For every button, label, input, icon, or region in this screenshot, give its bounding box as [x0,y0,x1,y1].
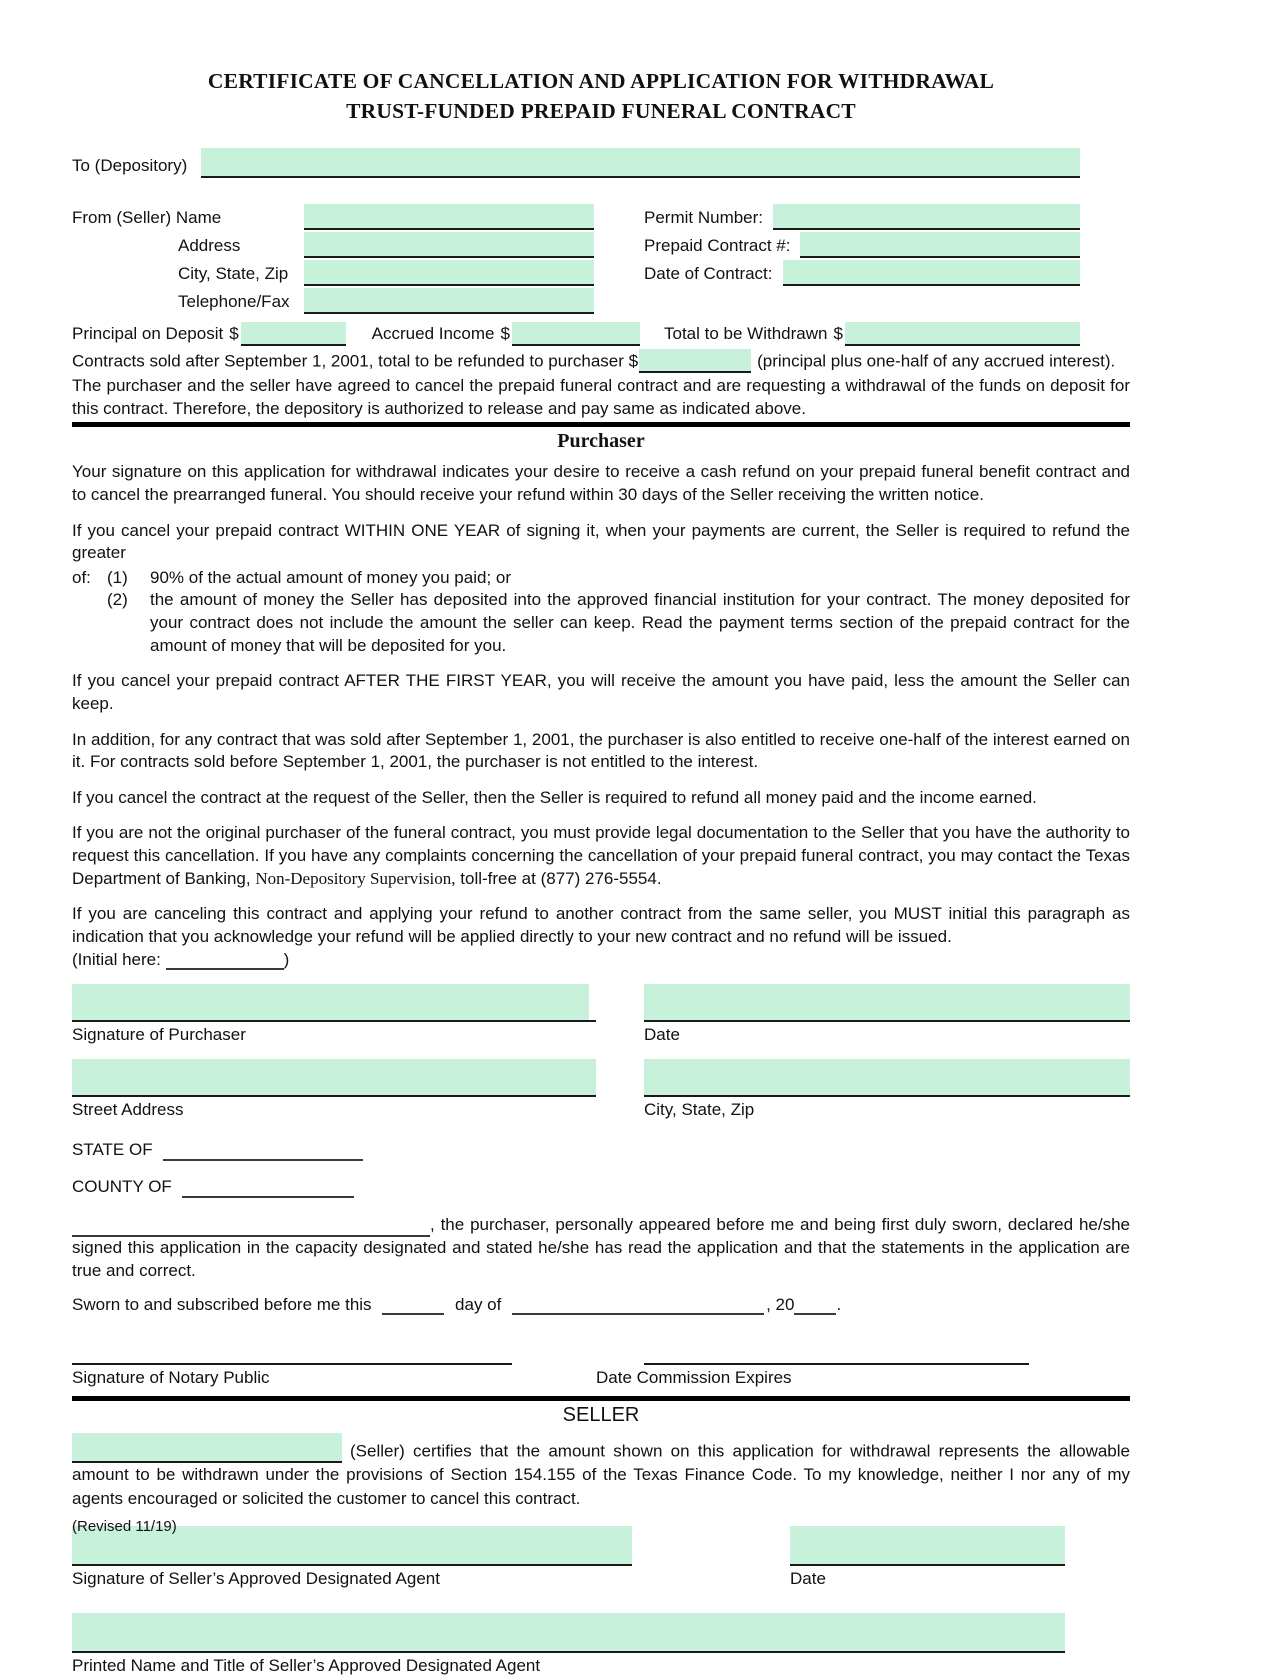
purchaser-paragraph-1: Your signature on this application for withdrawal indicates your desire to receive a cash refund on your prepaid funeral benefit contract and to cancel the prearranged funeral. You should receive your refund within 30 days of the Seller receiving the written notice. [72,462,1130,505]
complaints-text-post: toll-free at (877) 276-5554. [455,868,662,888]
street-column [72,1059,596,1097]
state-of-line [72,1140,1130,1161]
prepaid-contract-number-field[interactable] [800,232,1080,258]
spacer [72,589,107,657]
notary-signature-line[interactable] [72,1355,512,1365]
date-column [644,984,1130,1022]
sworn-year-blank[interactable] [794,1298,836,1315]
signature-of-notary-label: Signature of Notary Public [72,1368,270,1388]
citystate-column [644,1059,1130,1097]
purchaser-name-blank[interactable] [72,1220,430,1237]
principal-field[interactable] [241,322,346,346]
agent-signature-label: Signature of Seller’s Approved Designated Agent [72,1569,440,1589]
purchaser-address-labels [72,1097,1130,1134]
seller-name-field[interactable] [304,204,594,230]
principal-dollar-sign: $ [229,324,239,344]
street-address-label: Street Address [72,1100,184,1120]
complaints-text-pre: If you are not the original purchaser of the funeral contract, you must provide legal documentation to the Seller that you have the authority to request this cancellation. If you have any complaints concerning the cancellation of your prepaid funeral contract, you may contact the Texas Department of Banking, [72,823,1130,888]
purchaser-signature-field[interactable] [72,984,589,1022]
seller-date-label: Date [790,1569,826,1589]
notary-acknowledgement [72,1214,1130,1282]
accrued-dollar-sign: $ [500,324,510,344]
county-of-line [72,1177,1130,1198]
city-state-zip-label: City, State, Zip [644,1100,755,1120]
initial-here-blank[interactable] [166,953,284,970]
parties-row-city [72,258,1080,286]
notary-signature-labels [72,1365,1130,1394]
non-depository-supervision-text: Non-Depository Supervision, [255,868,456,888]
signature-column [72,984,596,1022]
parties-grid [72,202,1130,314]
total-dollar-sign: $ [833,324,843,344]
accrued-income-label: Accrued Income [371,324,495,344]
seller-phone-field[interactable] [304,288,594,314]
purchaser-paragraph-5: If you cancel the contract at the request of the Seller, then the Seller is required to refund all money paid and the income earned. [72,787,1037,807]
permit-number-field[interactable] [773,204,1080,230]
refund-option-2-text: the amount of money the Seller has deposited into the approved financial institution for your contract. The money deposited for your contract does not include the amount the seller can keep. Read the payment terms section of the prepaid contract for the amount of money that will be deposited for you. [150,590,1130,655]
agreement-paragraph: The purchaser and the seller have agreed to cancel the prepaid funeral contract and are requesting a withdrawal of the funds on deposit for this contract. Therefore, the depository is authorized to release and pay same as indicated above. [72,376,1130,418]
agent-signature-row [72,1526,1130,1566]
agent-signature-labels [72,1566,1130,1603]
document-title-line1: CERTIFICATE OF CANCELLATION AND APPLICATION FOR WITHDRAWAL [207,69,995,93]
purchaser-street-field[interactable] [72,1059,596,1097]
seller-name-inline-field[interactable] [72,1433,342,1463]
seller-city-field[interactable] [304,260,594,286]
date-commission-expires-label: Date Commission Expires [596,1368,792,1388]
state-of-blank[interactable] [163,1144,363,1161]
sworn-day-blank[interactable] [382,1298,444,1315]
section-divider [72,1396,1130,1401]
seller-heading: SELLER [562,1404,640,1427]
seller-address-field[interactable] [304,232,594,258]
date-of-contract-field[interactable] [783,260,1080,286]
document-title-line2: TRUST-FUNDED PREPAID FUNERAL CONTRACT [346,99,856,124]
sworn-text-pre: Sworn to and subscribed before me this [72,1295,372,1315]
purchaser-paragraph-6 [72,822,1130,890]
parties-row-phone [72,286,1080,314]
seller-name-label: From (Seller) Name [72,208,222,228]
refund-option-1-text: 90% of the actual amount of money you paid; or [150,567,512,587]
purchaser-paragraph-7: If you are canceling this contract and applying your refund to another contract from the same seller, you MUST initial this paragraph as indication that you acknowledge your refund will be applied directly to your new contract and no refund will be issued. [72,904,1130,946]
refund-option-2-number: (2) [107,590,128,610]
refund-amount-field[interactable] [639,349,751,373]
accrued-income-field[interactable] [512,322,640,346]
printed-name-row [72,1613,1130,1676]
purchaser-signature-row [72,984,1130,1022]
spacer [632,1526,790,1566]
permit-number-label: Permit Number: [644,208,764,228]
purchaser-paragraph-4: In addition, for any contract that was sold after September 1, 2001, the purchaser is also entitled to receive one-half of the interest earned on it. For contracts sold before September 1, 2001, the purchaser is not entitled to the interest. [72,729,1130,772]
county-of-blank[interactable] [182,1181,354,1198]
initial-here-close-paren: ) [283,950,290,970]
initial-here-line [72,950,1130,970]
purchaser-signature-labels [72,1022,1130,1059]
purchaser-citystate-field[interactable] [644,1059,1130,1097]
notary-acknowledgement-text: , the purchaser, personally appeared before me and being first duly sworn, declared he/she signed this application in the capacity designated and stated he/she has read the application and that the statements in the application are true and correct. [72,1215,1130,1280]
seller-address-label: Address [178,236,241,256]
document-title [72,66,1130,126]
seller-date-field[interactable] [790,1526,1065,1566]
sworn-line [72,1295,1130,1315]
sworn-text-year: , 20 [766,1295,795,1315]
refund-line-suffix: (principal plus one-half of any accrued interest). [757,351,1116,371]
seller-certification [72,1433,1130,1510]
refund-option-1 [72,567,1130,590]
revision-note: (Revised 11/19) [72,1518,177,1535]
purchaser-heading: Purchaser [557,430,645,453]
principal-label: Principal on Deposit [72,324,224,344]
sworn-text-mid: day of [455,1295,502,1315]
refund-options-of-label: of: [72,567,91,587]
total-withdrawn-label: Total to be Withdrawn [663,324,828,344]
date-of-contract-label: Date of Contract: [644,264,773,284]
amounts-row [72,318,1080,346]
parties-row-name [72,202,1080,230]
printed-name-label: Printed Name and Title of Seller’s Approved Designated Agent [72,1656,541,1676]
refund-option-1-number: (1) [107,567,128,587]
depository-field[interactable] [201,148,1080,178]
refund-line-text: Contracts sold after September 1, 2001, total to be refunded to purchaser $ [72,351,639,371]
signature-of-purchaser-label: Signature of Purchaser [72,1025,246,1045]
depository-label: To (Depository) [72,156,188,176]
sworn-text-end: . [836,1295,842,1315]
refund-line [72,349,1130,373]
purchaser-date-field[interactable] [644,984,1130,1022]
purchaser-date-label: Date [644,1025,680,1045]
refund-option-2 [72,589,1130,657]
total-withdrawn-field[interactable] [845,322,1080,346]
spacer [632,1566,790,1603]
county-of-label: COUNTY OF [72,1177,172,1197]
commission-expires-line[interactable] [644,1355,1029,1365]
depository-row [72,148,1080,178]
sworn-month-blank[interactable] [512,1298,764,1315]
purchaser-address-row [72,1059,1130,1097]
parties-row-address [72,230,1080,258]
state-of-label: STATE OF [72,1140,153,1160]
printed-name-field[interactable] [72,1613,1065,1653]
section-divider [72,422,1130,427]
purchaser-paragraph-2-intro: If you cancel your prepaid contract WITHIN ONE YEAR of signing it, when your payments are current, the Seller is required to refund the greater [72,520,1130,563]
notary-signature-row [72,1355,1130,1365]
seller-certification-text: (Seller) certifies that the amount shown on this application for withdrawal represents the allowable amount to be withdrawn under the provisions of Section 154.155 of the Texas Finance Code. To my knowledge, neither I nor any of my agents encouraged or solicited the customer to cancel this contract. [72,1441,1130,1508]
prepaid-contract-number-label: Prepaid Contract #: [644,236,791,256]
purchaser-paragraph-3: If you cancel your prepaid contract AFTER THE FIRST YEAR, you will receive the amount you have paid, less the amount the Seller can keep. [72,671,1130,713]
seller-city-label: City, State, Zip [178,264,289,284]
initial-here-label: (Initial here: [72,950,161,970]
seller-phone-label: Telephone/Fax [178,292,290,312]
